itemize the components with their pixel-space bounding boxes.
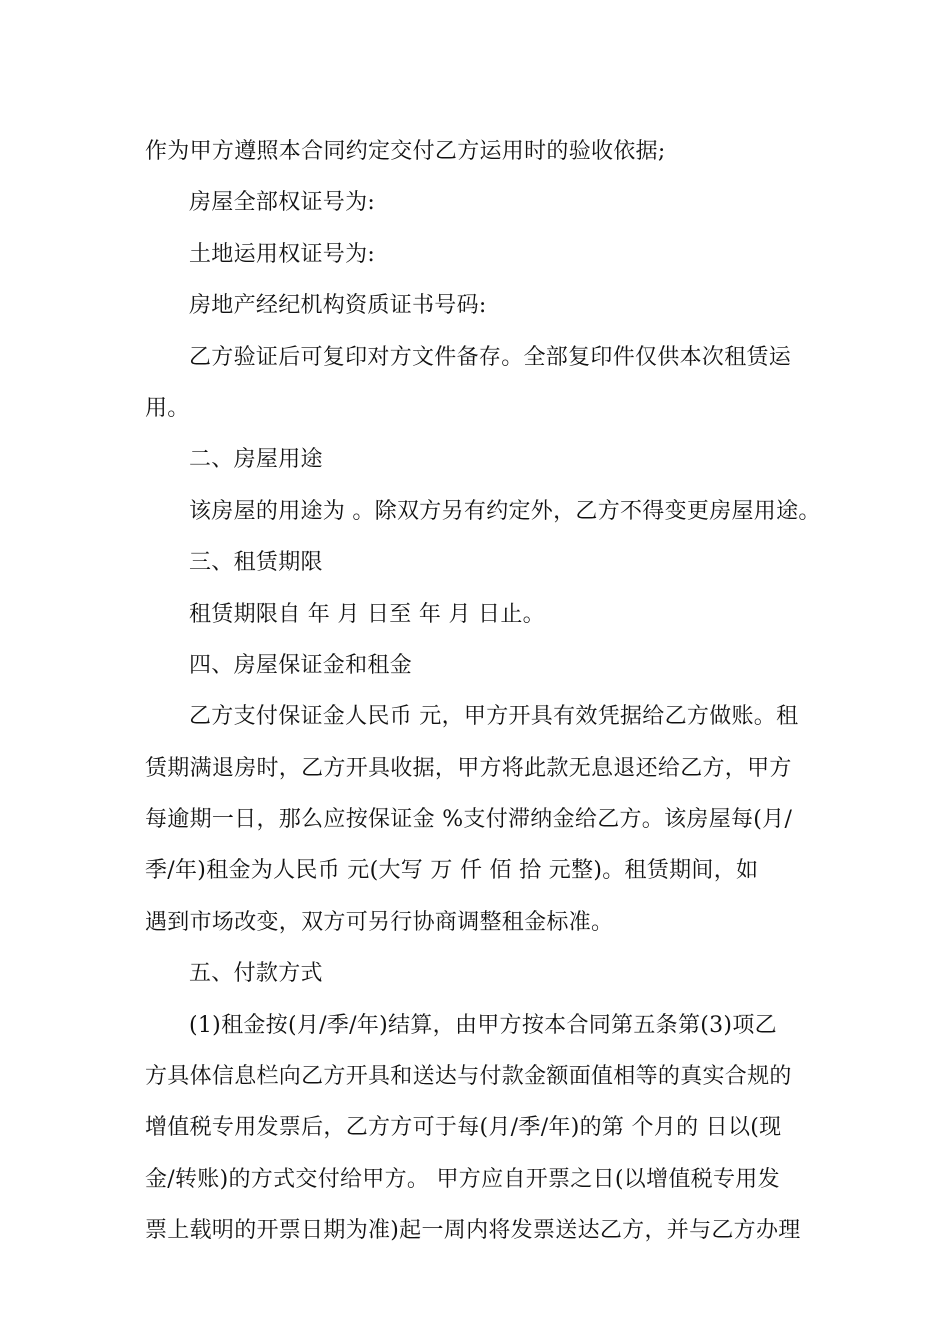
paragraph-line: (1)租金按(月/季/年)结算，由甲方按本合同第五条第(3)项乙 [189,1012,777,1038]
section-heading: 五、付款方式 [189,961,323,987]
document-body [145,128,821,1259]
paragraph-line: 作为甲方遵照本合同约定交付乙方运用时的验收依据; [145,139,666,164]
section-heading: 四、房屋保证金和租金 [189,652,413,678]
paragraph-line: 金/转账)的方式交付给甲方。 甲方应自开票之日(以增值税专用发 [145,1166,780,1192]
paragraph-line: 租赁期限自 年 月 日至 年 月 日止。 [189,601,545,627]
paragraph-line: 赁期满退房时，乙方开具收据，甲方将此款无息退还给乙方，甲方 [145,755,792,781]
paragraph-line: 遇到市场改变，双方可另行协商调整租金标准。 [145,909,614,935]
paragraph-line: 土地运用权证号为: [189,241,376,267]
paragraph-line: 乙方支付保证金人民币 元，甲方开具有效凭据给乙方做账。租 [189,704,799,730]
paragraph-line: 房地产经纪机构资质证书号码: [189,293,487,319]
paragraph-line: 乙方验证后可复印对方文件备存。全部复印件仅供本次租赁运 [189,344,792,370]
paragraph-line: 票上载明的开票日期为准)起一周内将发票送达乙方，并与乙方办理 [145,1218,801,1244]
section-heading: 三、租赁期限 [189,550,323,576]
paragraph-line: 方具体信息栏向乙方开具和送达与付款金额面值相等的真实合规的 [145,1064,792,1090]
section-heading: 二、房屋用途 [189,447,323,473]
paragraph-line: 增值税专用发票后，乙方方可于每(月/季/年)的第 个月的 日以(现 [145,1115,782,1141]
paragraph-line: 用。 [145,395,190,421]
paragraph-line: 房屋全部权证号为: [189,190,376,216]
paragraph-line: 季/年)租金为人民币 元(大写 万 仟 佰 拾 元整)。租赁期间，如 [145,858,759,884]
paragraph-line: 每逾期一日，那么应按保证金 %支付滞纳金给乙方。该房屋每(月/ [145,807,793,833]
paragraph-line: 该房屋的用途为 。除双方另有约定外，乙方不得变更房屋用途。 [189,498,821,524]
